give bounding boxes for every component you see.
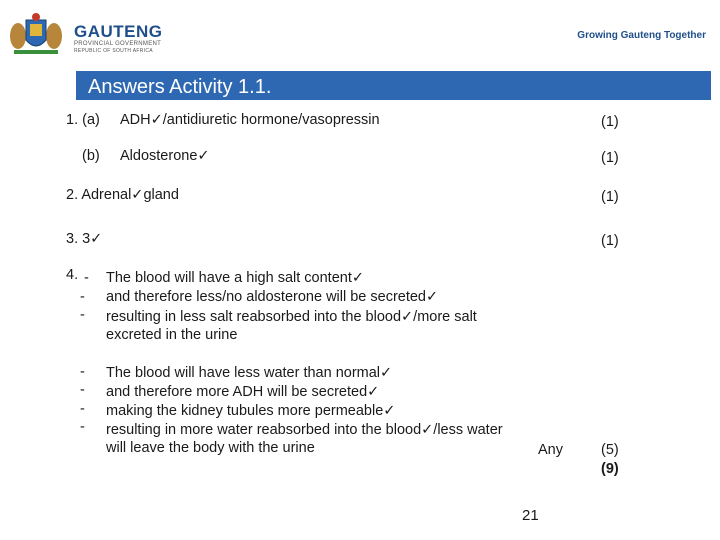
q4-line: making the kidney tubules more permeable✓ bbox=[106, 403, 396, 419]
q1a-number: 1. (a) bbox=[66, 112, 100, 128]
q2-mark: (1) bbox=[601, 189, 619, 205]
brand-country: REPUBLIC OF SOUTH AFRICA bbox=[74, 48, 153, 54]
q4-number: 4. bbox=[66, 267, 79, 283]
q4-line: resulting in less salt reabsorbed into the blood✓/more salt bbox=[106, 309, 477, 325]
q4-line: The blood will have a high salt content✓ bbox=[106, 270, 364, 286]
page-number: 21 bbox=[522, 507, 539, 524]
bullet-dash: - bbox=[80, 289, 85, 305]
q4-mark: (5) bbox=[601, 442, 619, 458]
q4-line: excreted in the urine bbox=[106, 327, 238, 343]
total-mark: (9) bbox=[601, 461, 619, 477]
q1a-answer: ADH✓/antidiuretic hormone/vasopressin bbox=[120, 112, 380, 128]
q1a-mark: (1) bbox=[601, 114, 619, 130]
bullet-dash: - bbox=[80, 382, 85, 398]
q4-line: The blood will have less water than normal✓ bbox=[106, 365, 393, 381]
slide-title: Answers Activity 1.1. bbox=[88, 76, 272, 98]
title-underline-strip bbox=[76, 100, 652, 105]
brand-name: GAUTENG bbox=[74, 22, 163, 41]
brand-subtitle: PROVINCIAL GOVERNMENT bbox=[74, 41, 162, 47]
q3-mark: (1) bbox=[601, 233, 619, 249]
q3-answer: 3. 3✓ bbox=[66, 231, 103, 247]
q1b-mark: (1) bbox=[601, 150, 619, 166]
bullet-dash: - bbox=[80, 419, 85, 435]
q4-line: and therefore more ADH will be secreted✓ bbox=[106, 384, 380, 400]
bullet-dash: - bbox=[80, 307, 85, 323]
coat-of-arms-logo bbox=[8, 10, 64, 56]
q1b-answer: Aldosterone✓ bbox=[120, 148, 210, 164]
any-label: Any bbox=[538, 442, 563, 458]
q4-line: and therefore less/no aldosterone will be secreted✓ bbox=[106, 289, 439, 305]
slogan: Growing Gauteng Together bbox=[577, 30, 706, 41]
bullet-dash: - bbox=[80, 364, 85, 380]
bullet-dash: - bbox=[80, 401, 85, 417]
q1b-number: (b) bbox=[82, 148, 100, 164]
q4-line: resulting in more water reabsorbed into the blood✓/less water bbox=[106, 422, 503, 438]
q4-line: will leave the body with the urine bbox=[106, 440, 315, 456]
bullet-dash: - bbox=[84, 270, 89, 286]
q2-answer: 2. Adrenal✓gland bbox=[66, 187, 179, 203]
